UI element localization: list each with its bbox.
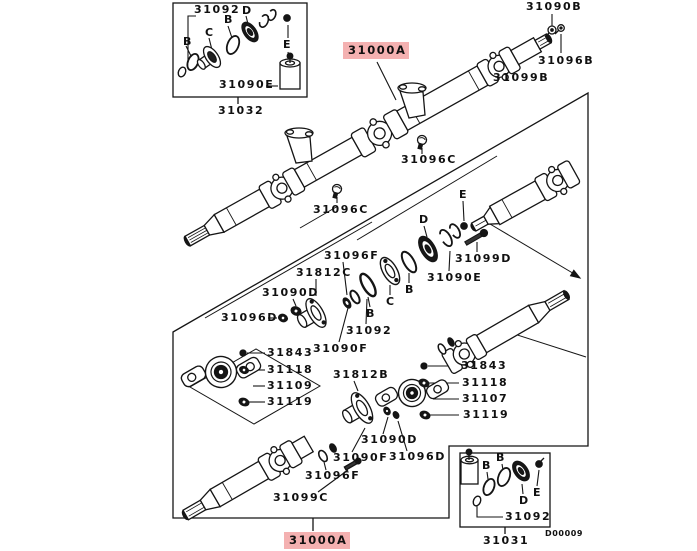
damper-block-2 [461,449,478,484]
callout-31090e-inset1: 31090E [219,78,275,91]
callout-b2-inset1: B [224,13,234,26]
callout-d-inset1: D [242,4,253,17]
callout-31090e-2: 31090E [427,271,483,284]
drawing-code: D00009 [545,529,584,538]
callout-31843-right: 31843 [461,359,508,372]
center-bearing-bracket-1 [285,128,313,163]
highlighted-callout-31000a-bottom[interactable]: 31000A [284,532,350,549]
callout-31031: 31031 [483,534,530,547]
flange-c-part [376,255,403,288]
callout-31092-inset1: 31092 [194,3,241,16]
callout-31119-right: 31119 [463,408,510,421]
callout-31099d: 31099D [455,252,512,265]
bolt-31096c-1-part [415,134,427,149]
callout-31090d-1: 31090D [262,286,319,299]
callout-31118-right: 31118 [462,376,509,389]
callout-31099b: 31099B [493,71,550,84]
callout-31092-mid: 31092 [346,324,393,337]
callout-31090f-2: 31090F [333,451,389,464]
callout-31812c: 31812C [296,266,352,279]
callout-b-mid2: B [405,283,415,296]
callout-e-inset1: E [283,38,293,51]
callout-31109: 31109 [267,379,314,392]
callout-b1-inset1: B [183,35,193,48]
callout-b1-inset2: B [482,459,492,472]
callout-31843-left: 31843 [267,346,314,359]
center-bearing-left [180,338,263,407]
callout-31118-left: 31118 [267,363,314,376]
callout-31032: 31032 [218,104,265,117]
bolt-31090b-part [545,26,556,37]
callout-31099c: 31099C [273,491,329,504]
callout-c-inset1: C [205,26,215,39]
callout-31096b: 31096B [538,54,595,67]
callout-31090b: 31090B [526,0,583,13]
callout-31092-inset2: 31092 [505,510,552,523]
highlighted-callout-31000a-top[interactable]: 31000A [343,42,409,59]
callout-c-mid: C [386,295,396,308]
bolt-31096c-2-part [330,183,342,198]
callout-d-inset2: D [519,494,530,507]
callout-31812b: 31812B [333,368,390,381]
snap-ring-31092-part [357,272,378,299]
callout-31107: 31107 [462,392,509,405]
inset-top-left-parts [177,9,300,89]
callout-31096d-2: 31096D [389,450,446,463]
callout-31096c-1: 31096C [401,153,457,166]
rear-shaft-section [464,158,582,242]
callout-31119-left: 31119 [267,395,314,408]
callout-e-inset2: E [533,486,543,499]
callout-31096f-2: 31096F [305,469,361,482]
callout-31096f-1: 31096F [324,249,380,262]
bearing-d-part [415,233,441,264]
callout-31096d-1: 31096D [221,311,278,324]
callout-e-mid: E [459,188,469,201]
flange-31812c-part [291,296,330,337]
callout-b2-inset2: B [496,451,506,464]
callout-b-mid1: B [366,307,376,320]
damper-block-1 [280,53,300,89]
callout-d-mid: D [419,213,430,226]
callout-31090d-2: 31090D [361,433,418,446]
callout-31090f-1: 31090F [313,342,369,355]
callout-31096c-2: 31096C [313,203,369,216]
